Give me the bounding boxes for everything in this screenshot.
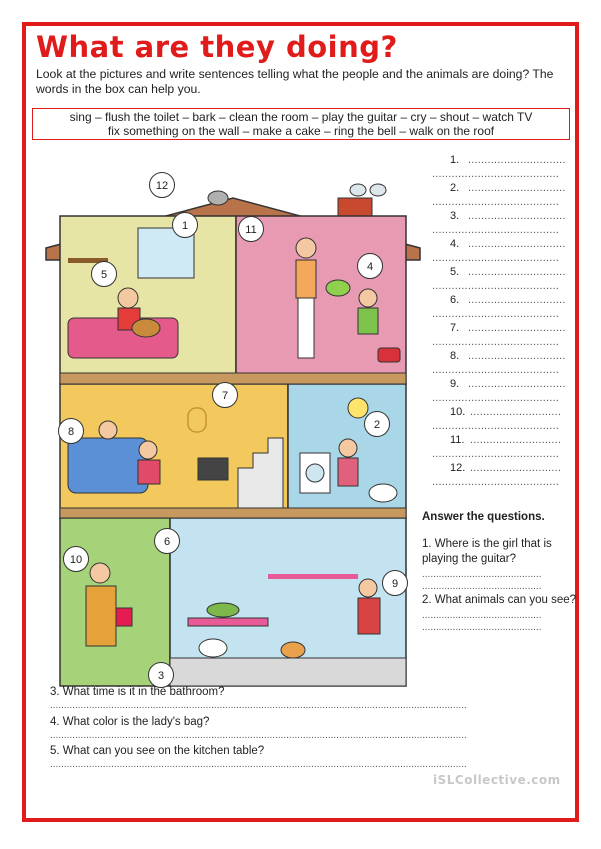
- answer-dots: ..............................: [468, 266, 566, 278]
- floor: [60, 508, 406, 518]
- answer-dots[interactable]: ...........................................: [422, 622, 542, 633]
- questions-header: Answer the questions.: [422, 511, 545, 523]
- answer-line[interactable]: [426, 462, 586, 490]
- question-block: [50, 745, 570, 771]
- answer-dots[interactable]: ......................................................................................................................................................: [50, 730, 467, 741]
- boy-figure: [358, 308, 378, 334]
- answer-line[interactable]: [426, 434, 586, 462]
- picture-number: 1: [172, 212, 198, 238]
- answer-dots: ..............................: [468, 322, 566, 334]
- answer-number: 11.: [450, 434, 465, 446]
- questions-section: [422, 510, 582, 634]
- answer-dots: ..............................: [468, 378, 566, 390]
- answer-number: 3.: [450, 210, 460, 222]
- answer-dots[interactable]: ...........................................: [422, 610, 542, 621]
- watermark: iSLCollective.com: [433, 773, 561, 787]
- answer-number: 5.: [450, 266, 460, 278]
- shelf: [268, 574, 358, 579]
- answer-dots: ..............................: [468, 350, 566, 362]
- answer-dots[interactable]: ......................................................................................................................................................: [50, 759, 467, 770]
- toilet: [369, 484, 397, 502]
- answer-number: 6.: [450, 294, 460, 306]
- man-figure: [298, 298, 314, 358]
- clock: [348, 398, 368, 418]
- answer-line[interactable]: [426, 154, 586, 182]
- picture-number: 12: [149, 172, 175, 198]
- guitar: [132, 319, 160, 337]
- answer-number: 10.: [450, 406, 466, 418]
- lady-bag: [116, 608, 132, 626]
- man-figure: [296, 260, 316, 298]
- answer-line[interactable]: [426, 182, 586, 210]
- answer-number: 4.: [450, 238, 460, 250]
- answer-dots: .......................................: [432, 448, 559, 460]
- answer-dots: ..............................: [468, 238, 566, 250]
- boy-figure: [359, 289, 377, 307]
- answer-number: 12.: [450, 462, 466, 474]
- picture-number: 11: [238, 216, 264, 242]
- man-figure: [296, 238, 316, 258]
- picture-number: 5: [91, 261, 117, 287]
- pigeon: [370, 184, 386, 196]
- answer-line[interactable]: [426, 350, 586, 378]
- fruit-bowl: [207, 603, 239, 617]
- answer-dots: .......................................: [432, 196, 559, 208]
- cook-figure: [359, 579, 377, 597]
- question: 3. What time is it in the bathroom?: [50, 686, 225, 698]
- kitchen-floor: [170, 658, 406, 686]
- answer-line[interactable]: [426, 266, 586, 294]
- answer-dots: ..............................: [468, 294, 566, 306]
- answer-line[interactable]: [426, 238, 586, 266]
- answer-number: 9.: [450, 378, 460, 390]
- answer-number: 7.: [450, 322, 460, 334]
- answer-line[interactable]: [426, 210, 586, 238]
- boy-figure: [338, 458, 358, 486]
- woman-figure: [138, 460, 160, 484]
- tv: [198, 458, 228, 480]
- answer-dots: ..............................: [468, 154, 566, 166]
- answer-dots: ............................: [470, 406, 562, 418]
- man-figure: [99, 421, 117, 439]
- picture-number: 8: [58, 418, 84, 444]
- word-box-line-2: fix something on the wall – make a cake – ring the bell – walk on the roof: [107, 124, 495, 138]
- word-box: [32, 108, 570, 140]
- answer-dots: .......................................: [432, 392, 559, 404]
- sofa: [68, 438, 148, 493]
- question: 5. What can you see on the kitchen table?: [50, 745, 265, 757]
- answer-number: 2.: [450, 182, 460, 194]
- woman-figure: [139, 441, 157, 459]
- answer-number: 1.: [450, 154, 460, 166]
- instructions: Look at the pictures and write sentences telling what the people and the animals are doing? The words in the box can help you.: [36, 67, 554, 96]
- answer-dots: ..............................: [468, 210, 566, 222]
- answer-dots: ..............................: [468, 182, 566, 194]
- worksheet: [22, 22, 579, 822]
- answer-dots: .......................................: [432, 336, 559, 348]
- picture-number: 3: [148, 662, 174, 688]
- kitchen-table: [188, 618, 268, 626]
- picture-number: 4: [357, 253, 383, 279]
- answer-dots: .......................................: [432, 308, 559, 320]
- girl-figure: [118, 288, 138, 308]
- question: 2. What animals can you see?: [422, 594, 577, 606]
- picture-number: 9: [382, 570, 408, 596]
- picture-number: 2: [364, 411, 390, 437]
- answer-line[interactable]: [426, 294, 586, 322]
- washing-machine: [306, 464, 324, 482]
- answer-number: 8.: [450, 350, 460, 362]
- answer-dots: .......................................: [432, 420, 559, 432]
- cat: [281, 642, 305, 658]
- floor: [60, 373, 406, 384]
- answer-line[interactable]: [426, 322, 586, 350]
- lady-figure: [90, 563, 110, 583]
- answer-dots: .......................................: [432, 168, 559, 180]
- question-block: [50, 716, 570, 742]
- answer-dots: .......................................: [432, 280, 559, 292]
- picture-number: 6: [154, 528, 180, 554]
- answer-dots: .......................................: [432, 476, 559, 488]
- picture-number: 7: [212, 382, 238, 408]
- question: 1. Where is the girl that is playing the guitar?: [422, 538, 552, 565]
- answer-dots[interactable]: ...........................................: [422, 581, 542, 592]
- question: 4. What color is the lady's bag?: [50, 716, 210, 728]
- lady-figure: [86, 586, 116, 646]
- word-box-line-1: sing – flush the toilet – bark – clean the room – play the guitar – cry – shout – watch TV: [69, 110, 533, 124]
- answer-dots: .......................................: [432, 364, 559, 376]
- boy-figure: [339, 439, 357, 457]
- vacuum: [378, 348, 400, 362]
- answer-dots[interactable]: ...........................................: [422, 569, 542, 580]
- picture-number: 10: [63, 546, 89, 572]
- answer-dots: .......................................: [432, 252, 559, 264]
- answer-dots[interactable]: ......................................................................................................................................................: [50, 700, 467, 711]
- page-title: What are they doing?: [36, 30, 398, 64]
- cat-on-roof: [208, 191, 228, 205]
- answer-line[interactable]: [426, 406, 586, 434]
- cook-figure: [358, 598, 380, 634]
- pigeon: [350, 184, 366, 196]
- answer-dots: ............................: [470, 434, 562, 446]
- answer-lines: [426, 154, 586, 490]
- dog: [199, 639, 227, 657]
- answer-line[interactable]: [426, 378, 586, 406]
- question-block: [50, 686, 570, 712]
- lamp: [326, 280, 350, 296]
- answer-dots: ............................: [470, 462, 562, 474]
- answer-dots: .......................................: [432, 224, 559, 236]
